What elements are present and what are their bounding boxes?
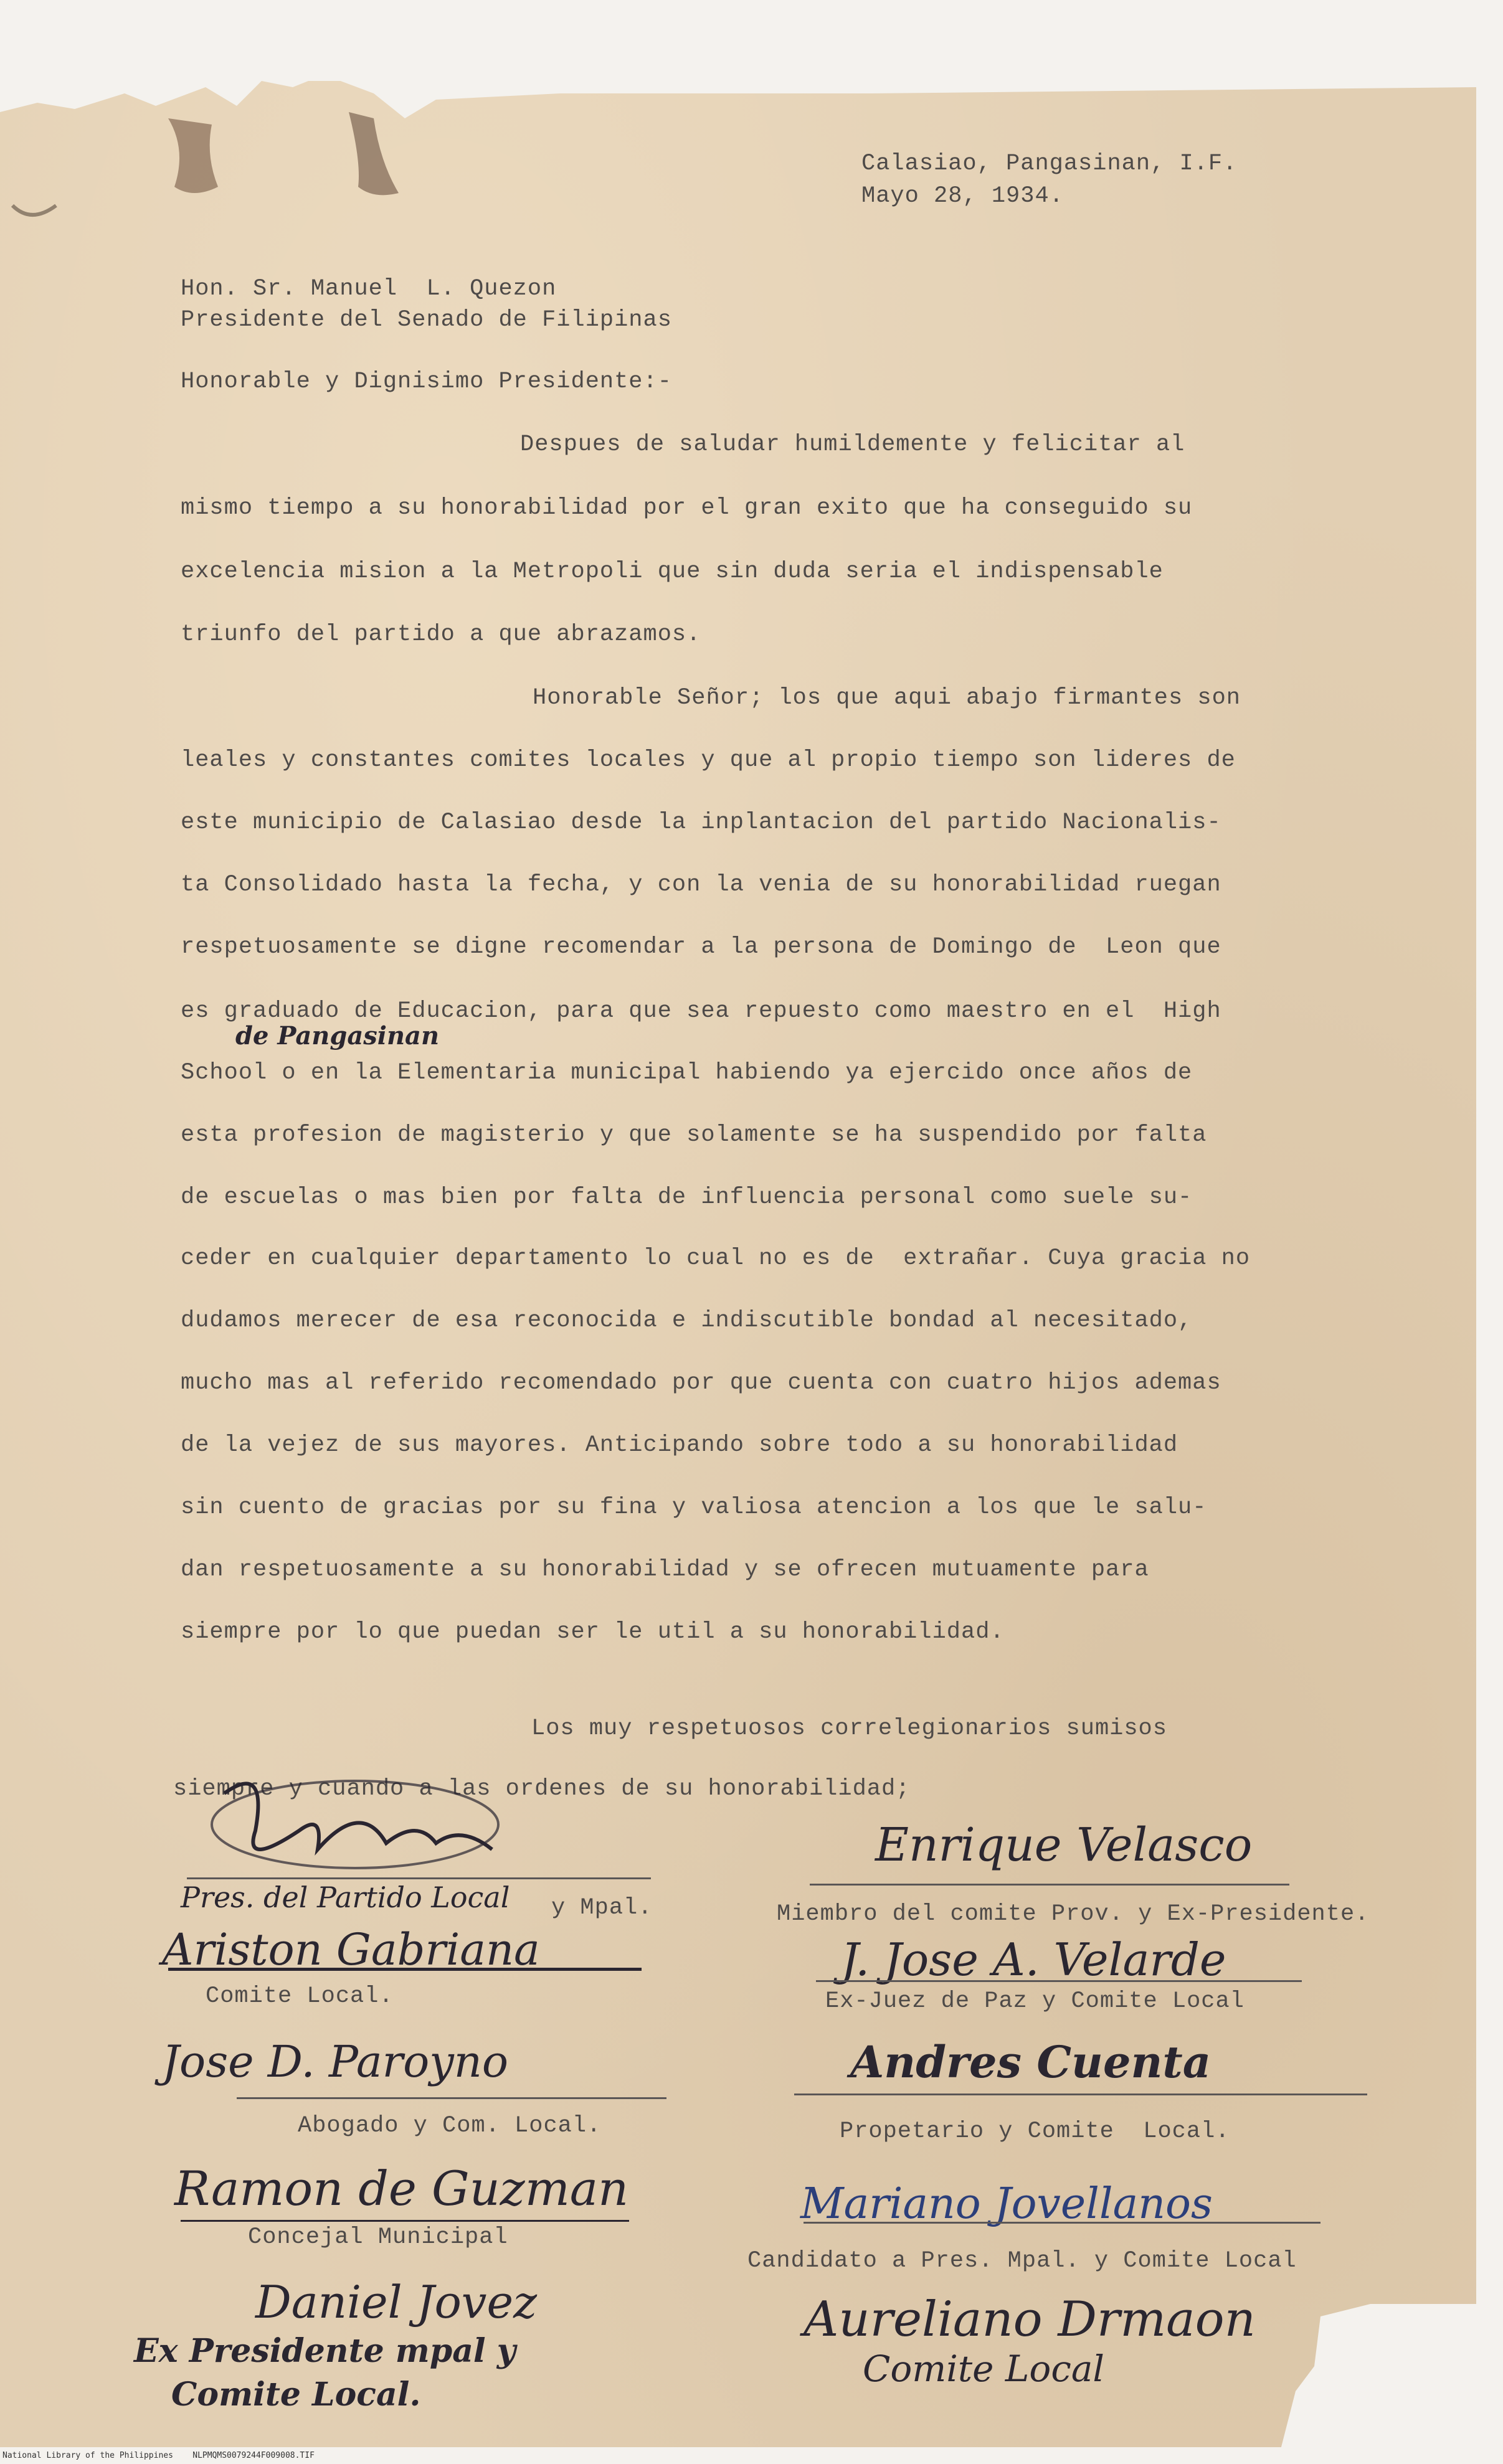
body-line: mucho mas al referido recomendado por que cuenta con cuatro hijos ademas (181, 1370, 1221, 1396)
body-line: esta profesion de magisterio y que solamente se ha suspendido por falta (181, 1122, 1207, 1148)
signature-name: Andres Cuenta (850, 2036, 1211, 2088)
body-line: sin cuento de gracias por su fina y valiosa atencion a los que le salu- (181, 1494, 1207, 1521)
torn-top-edge (0, 0, 1503, 224)
signature-line (187, 1877, 651, 1879)
signatory-role: y Mpal. (551, 1895, 653, 1921)
signatory-role-handwritten: Ex Presidente mpal y (134, 2332, 516, 2370)
signatory-role: Ex-Juez de Paz y Comite Local (825, 1988, 1245, 2014)
signature-name: Enrique Velasco (875, 1818, 1253, 1872)
signature-name: Jose D. Paroyno (162, 2036, 509, 2087)
letter-place: Calasiao, Pangasinan, I.F. (861, 151, 1238, 177)
body-line: dan respetuosamente a su honorabilidad y se ofrecen mutuamente para (181, 1557, 1149, 1583)
signatory-role: Miembro del comite Prov. y Ex-Presidente. (777, 1901, 1370, 1927)
signatory-role-handwritten: Pres. del Partido Local (181, 1881, 510, 1914)
signatory-role: Propetario y Comite Local. (840, 2118, 1230, 2145)
body-line: School o en la Elementaria municipal habiendo ya ejercido once años de (181, 1060, 1193, 1086)
body-line: excelencia mision a la Metropoli que sin duda seria el indispensable (181, 559, 1164, 585)
body-line: ta Consolidado hasta la fecha, y con la venia de su honorabilidad ruegan (181, 872, 1221, 898)
signature-line (794, 2093, 1367, 2095)
addressee-title: Presidente del Senado de Filipinas (181, 307, 672, 333)
signatory-role: Abogado y Com. Local. (298, 2113, 602, 2139)
signatory-role: Candidato a Pres. Mpal. y Comite Local (747, 2248, 1297, 2274)
signature-line (816, 1980, 1302, 1982)
signature-line (181, 2220, 629, 2222)
signatory-role: Concejal Municipal (248, 2224, 508, 2250)
signature-line (168, 1968, 642, 1971)
signature-name: J. Jose A. Velarde (841, 1933, 1226, 1986)
signature-name: Daniel Jovez (255, 2276, 538, 2328)
body-line: respetuosamente se digne recomendar a la persona de Domingo de Leon que (181, 934, 1221, 960)
body-line: este municipio de Calasiao desde la inplantacion del partido Nacionalis- (181, 810, 1221, 836)
body-line: leales y constantes comites locales y que al propio tiempo son lideres de (181, 747, 1236, 773)
body-line: Despues de saludar humildemente y felicitar al (520, 432, 1185, 458)
letter-date: Mayo 28, 1934. (861, 183, 1064, 209)
signature-name: Ariston Gabriana (162, 1924, 540, 1975)
signature-line (237, 2097, 666, 2099)
signatory-role-handwritten: Comite Local (863, 2348, 1104, 2390)
body-line: ceder en cualquier departamento lo cual no es de extrañar. Cuya gracia no (181, 1245, 1251, 1272)
signature-line (804, 2222, 1320, 2224)
signature-name: Ramon de Guzman (174, 2161, 629, 2216)
body-line: dudamos merecer de esa reconocida e indiscutible bondad al necesitado, (181, 1308, 1193, 1334)
signature-name: Aureliano Drmaon (804, 2292, 1256, 2348)
body-line: Honorable Señor; los que aqui abajo firmantes son (533, 685, 1241, 711)
closing-line: siempre y cuando a las ordenes de su honorabilidad; (173, 1776, 911, 1802)
body-line: de escuelas o mas bien por falta de influencia personal como suele su- (181, 1184, 1193, 1211)
torn-bottom-edge (0, 2304, 1503, 2464)
signature-line (810, 1884, 1289, 1886)
salutation: Honorable y Dignisimo Presidente:- (181, 369, 672, 395)
body-line: es graduado de Educacion, para que sea repuesto como maestro en el High (181, 998, 1221, 1024)
scan-footer: National Library of the Philippines NLPMQMS0079244F009008.TIF (2, 2451, 315, 2460)
handwritten-insert: de Pangasinan (235, 1021, 440, 1050)
body-line: siempre por lo que puedan ser le util a su honorabilidad. (181, 1619, 1005, 1645)
signature-name: Mariano Jovellanos (800, 2179, 1213, 2229)
body-line: mismo tiempo a su honorabilidad por el gran exito que ha conseguido su (181, 495, 1193, 521)
closing-line: Los muy respetuosos correlegionarios sumisos (531, 1716, 1167, 1742)
signatory-role-handwritten: Comite Local. (171, 2376, 421, 2414)
addressee-name: Hon. Sr. Manuel L. Quezon (181, 276, 557, 302)
signatory-role: Comite Local. (206, 1983, 394, 2009)
body-line: triunfo del partido a que abrazamos. (181, 621, 701, 648)
body-line: de la vejez de sus mayores. Anticipando sobre todo a su honorabilidad (181, 1432, 1178, 1458)
